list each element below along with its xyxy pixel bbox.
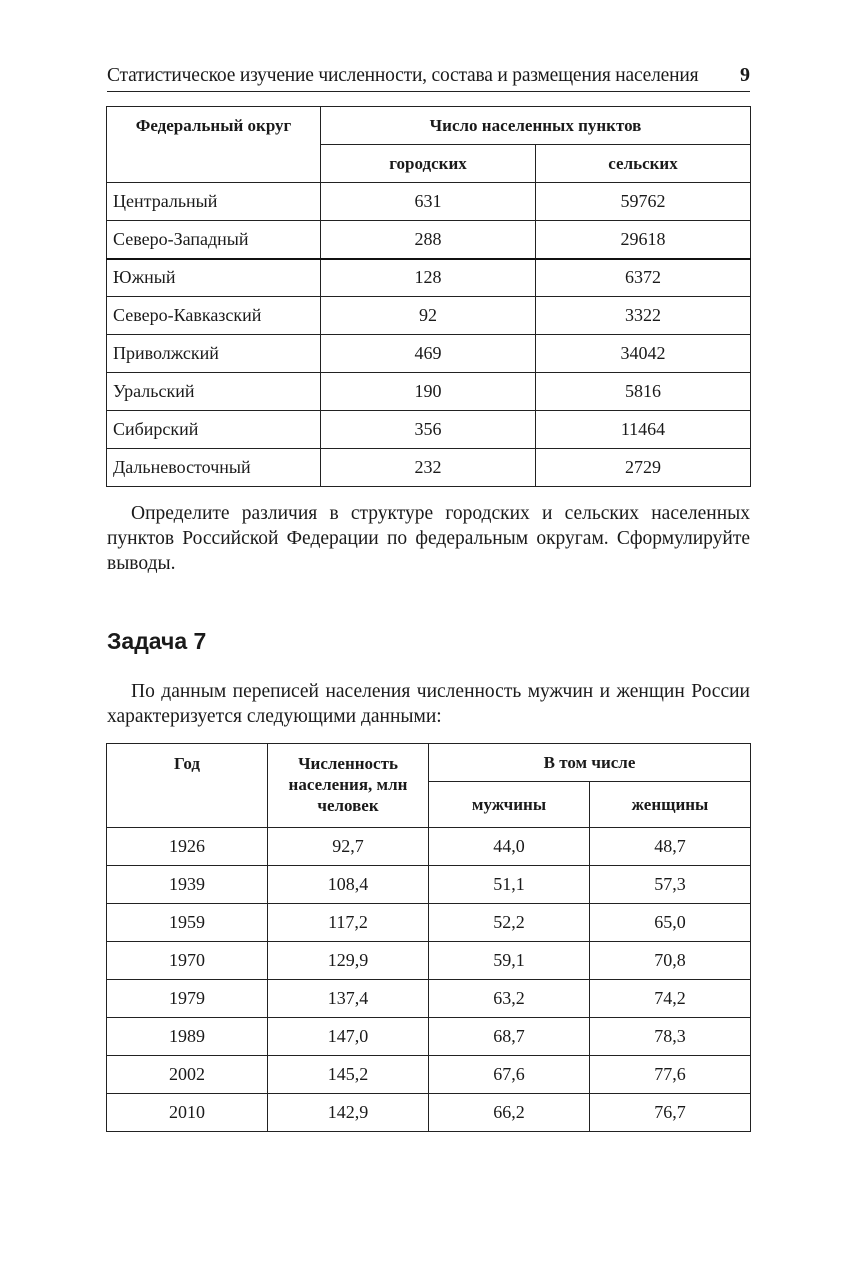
population-women: 48,7 [590, 828, 751, 866]
header-women: женщины [590, 782, 751, 828]
district-name: Северо-Кавказский [107, 297, 321, 335]
settlements-table [106, 106, 751, 487]
table-row [107, 335, 751, 373]
rural-count: 5816 [536, 373, 751, 411]
census-table [106, 743, 751, 1132]
header-settlements: Число населенных пунктов [321, 107, 751, 145]
table-row [107, 449, 751, 487]
running-title: Статистическое изучение численности, состава и размещения населения [107, 65, 699, 86]
table-row [107, 828, 751, 866]
census-year: 1970 [107, 942, 268, 980]
table-row [107, 904, 751, 942]
population-men: 51,1 [429, 866, 590, 904]
table-row [107, 259, 751, 297]
header-men: мужчины [429, 782, 590, 828]
district-name: Уральский [107, 373, 321, 411]
rural-count: 29618 [536, 221, 751, 259]
district-name: Южный [107, 259, 321, 297]
rural-count: 3322 [536, 297, 751, 335]
district-name: Сибирский [107, 411, 321, 449]
census-year: 2002 [107, 1056, 268, 1094]
table-row [107, 1094, 751, 1132]
population-women: 70,8 [590, 942, 751, 980]
table-row [107, 297, 751, 335]
census-year: 1926 [107, 828, 268, 866]
header-year: Год [107, 744, 268, 828]
population-total: 117,2 [268, 904, 429, 942]
urban-count: 128 [321, 259, 536, 297]
header-rural: сельских [536, 145, 751, 183]
population-women: 77,6 [590, 1056, 751, 1094]
table-row [107, 1056, 751, 1094]
census-year: 1939 [107, 866, 268, 904]
table-row [107, 411, 751, 449]
population-women: 74,2 [590, 980, 751, 1018]
header-district: Федеральный округ [107, 107, 321, 183]
page-number: 9 [740, 64, 750, 86]
rural-count: 2729 [536, 449, 751, 487]
table-row [107, 942, 751, 980]
district-name: Дальневосточный [107, 449, 321, 487]
table-row [107, 980, 751, 1018]
task-intro-paragraph: По данным переписей населения численность мужчин и женщин России характеризуется следующими данными: [107, 681, 750, 727]
census-year: 1979 [107, 980, 268, 1018]
population-total: 145,2 [268, 1056, 429, 1094]
census-year: 1959 [107, 904, 268, 942]
header-including: В том числе [429, 744, 751, 782]
header-urban: городских [321, 145, 536, 183]
population-women: 57,3 [590, 866, 751, 904]
urban-count: 232 [321, 449, 536, 487]
rural-count: 59762 [536, 183, 751, 221]
population-men: 44,0 [429, 828, 590, 866]
table-row [107, 183, 751, 221]
urban-count: 288 [321, 221, 536, 259]
population-total: 108,4 [268, 866, 429, 904]
population-men: 63,2 [429, 980, 590, 1018]
task-instruction-paragraph: Определите различия в структуре городских и сельских населенных пунктов Российской Федерации по федеральным округам. Сформулируйте выводы. [107, 503, 750, 574]
population-total: 129,9 [268, 942, 429, 980]
population-total: 147,0 [268, 1018, 429, 1056]
urban-count: 356 [321, 411, 536, 449]
rural-count: 34042 [536, 335, 751, 373]
population-men: 66,2 [429, 1094, 590, 1132]
table-row [107, 866, 751, 904]
header-population: Численность населения, млн человек [268, 744, 429, 828]
census-year: 1989 [107, 1018, 268, 1056]
urban-count: 631 [321, 183, 536, 221]
table-row [107, 1018, 751, 1056]
population-women: 65,0 [590, 904, 751, 942]
district-name: Приволжский [107, 335, 321, 373]
population-women: 76,7 [590, 1094, 751, 1132]
table-row [107, 373, 751, 411]
task-title: Задача 7 [107, 628, 207, 654]
population-men: 59,1 [429, 942, 590, 980]
district-name: Северо-Западный [107, 221, 321, 259]
census-year: 2010 [107, 1094, 268, 1132]
population-women: 78,3 [590, 1018, 751, 1056]
population-men: 68,7 [429, 1018, 590, 1056]
district-name: Центральный [107, 183, 321, 221]
rural-count: 6372 [536, 259, 751, 297]
population-total: 137,4 [268, 980, 429, 1018]
population-men: 67,6 [429, 1056, 590, 1094]
page-header [107, 64, 750, 92]
rural-count: 11464 [536, 411, 751, 449]
population-men: 52,2 [429, 904, 590, 942]
urban-count: 190 [321, 373, 536, 411]
population-total: 92,7 [268, 828, 429, 866]
urban-count: 92 [321, 297, 536, 335]
population-total: 142,9 [268, 1094, 429, 1132]
urban-count: 469 [321, 335, 536, 373]
table-row [107, 221, 751, 259]
